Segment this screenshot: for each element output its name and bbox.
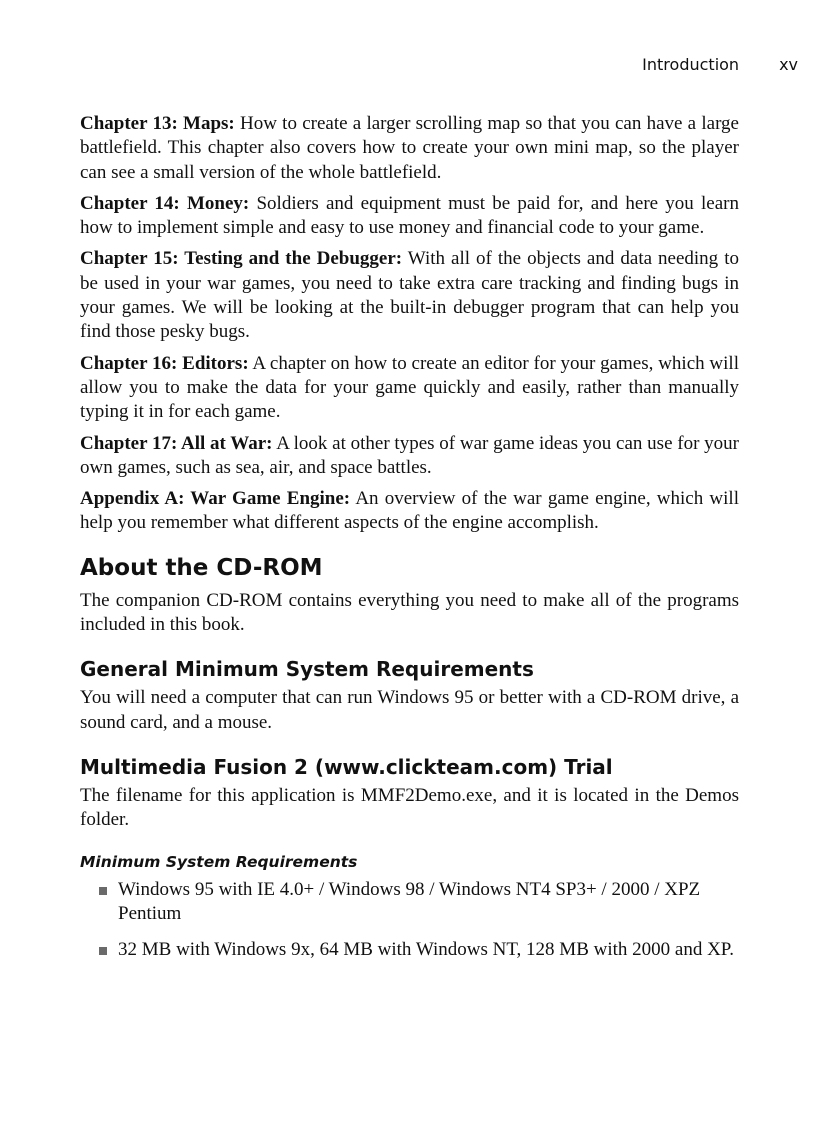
chapter-15-entry bbox=[80, 247, 739, 344]
appendix-a-entry bbox=[80, 487, 739, 536]
list-item bbox=[80, 938, 739, 962]
appendix-a-label: Appendix A: War Game Engine: bbox=[80, 488, 351, 510]
mmf-min-requirements-heading: Minimum System Requirements bbox=[80, 852, 358, 871]
square-bullet-icon bbox=[99, 887, 107, 895]
about-cdrom-heading: About the CD-ROM bbox=[80, 554, 323, 581]
square-bullet-icon bbox=[99, 947, 107, 955]
list-item bbox=[80, 878, 739, 927]
list-item-text: Windows 95 with IE 4.0+ / Windows 98 / Windows NT4 SP3+ / 2000 / XPZ Pentium bbox=[118, 878, 701, 924]
chapter-16-text: A chapter on how to create an editor for your games, which will allow you to make the data for your game quickly and easily, rather than manually typing it in for each game. bbox=[80, 352, 739, 423]
page-body bbox=[80, 112, 739, 974]
chapter-14-text: Soldiers and equipment must be paid for, and here you learn how to implement simple and easy to use money and financial code to your game. bbox=[80, 192, 739, 239]
running-header bbox=[642, 55, 798, 74]
general-requirements-text: You will need a computer that can run Windows 95 or better with a CD-ROM drive, a sound card, and a mouse. bbox=[80, 687, 739, 733]
chapter-14-entry bbox=[80, 192, 739, 241]
chapter-17-label: Chapter 17: All at War: bbox=[80, 432, 273, 454]
mmf-requirements-list bbox=[80, 878, 739, 963]
appendix-a-text: An overview of the war game engine, which will help you remember what different aspects of the engine accomplish. bbox=[80, 488, 739, 534]
chapter-13-text: How to create a larger scrolling map so that you can have a large battlefield. This chapter also covers how to create your own mini map, so the player can see a small version of the whole battlefield. bbox=[80, 113, 739, 183]
about-cdrom-text: The companion CD-ROM contains everything you need to make all of the programs included in this book. bbox=[80, 589, 739, 636]
mmf-trial-heading: Multimedia Fusion 2 (www.clickteam.com) Trial bbox=[80, 754, 613, 779]
chapter-13-label: Chapter 13: Maps: bbox=[80, 113, 235, 134]
general-requirements-heading: General Minimum System Requirements bbox=[80, 657, 534, 682]
chapter-16-entry bbox=[80, 352, 739, 425]
chapter-13-entry bbox=[80, 112, 739, 185]
mmf-trial-text: The filename for this application is MMF2Demo.exe, and it is located in the Demos folder. bbox=[80, 784, 739, 831]
running-head-section: Introduction bbox=[642, 55, 740, 74]
list-item-text: 32 MB with Windows 9x, 64 MB with Windows NT, 128 MB with 2000 and XP. bbox=[118, 939, 735, 961]
chapter-16-label: Chapter 16: Editors: bbox=[80, 352, 249, 374]
chapter-14-label: Chapter 14: Money: bbox=[80, 192, 250, 214]
chapter-17-entry bbox=[80, 432, 739, 481]
page-number: xv bbox=[779, 55, 798, 74]
chapter-15-text: With all of the objects and data needing to be used in your war games, you need to take extra care tracking and finding bugs in your games. We will be looking at the built-in debugger program that can help you find those pesky bugs. bbox=[80, 248, 739, 343]
chapter-17-text: A look at other types of war game ideas you can use for your own games, such as sea, air, and space battles. bbox=[80, 432, 739, 478]
chapter-15-label: Chapter 15: Testing and the Debugger: bbox=[80, 248, 403, 270]
